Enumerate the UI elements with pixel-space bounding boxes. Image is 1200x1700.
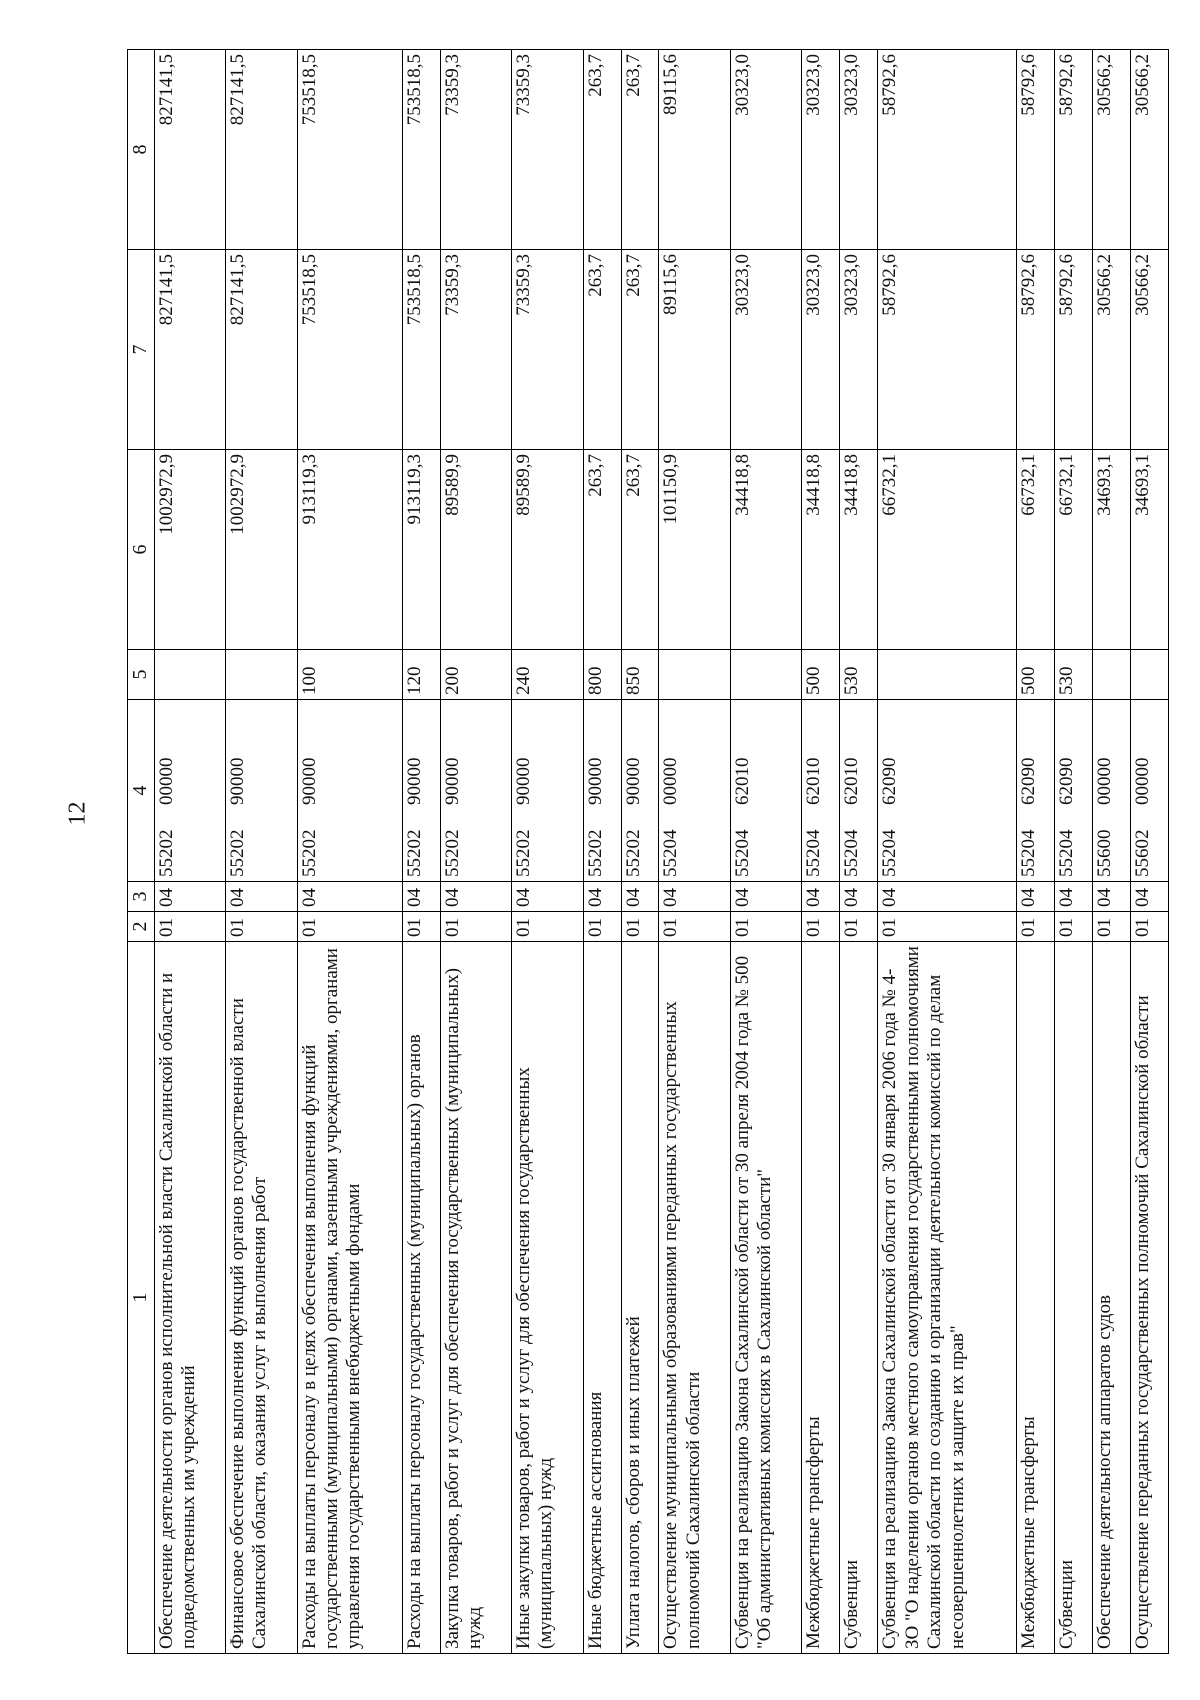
- section-code-cell: 01: [840, 912, 878, 942]
- section-code-cell: 01: [297, 912, 402, 942]
- expense-type-cell: [659, 650, 730, 700]
- subsection-code-cell: 04: [1092, 882, 1130, 912]
- section-code-cell: 01: [402, 912, 440, 942]
- expense-type-cell: 500: [802, 650, 840, 700]
- amount-col8-cell: 753518,5: [297, 50, 402, 250]
- budget-table: [127, 49, 1169, 1654]
- amount-col7-cell: 30323,0: [730, 250, 801, 450]
- table-row: [802, 50, 840, 1654]
- amount-col7-cell: 58792,6: [878, 250, 1017, 450]
- target-article-part-a: 55202: [403, 829, 425, 877]
- target-article-part-a: 55204: [879, 829, 901, 877]
- table-row: [1054, 50, 1092, 1654]
- subsection-code-cell: 04: [1016, 882, 1054, 912]
- target-article-part-a: 55204: [731, 829, 753, 877]
- row-name-cell: Обеспечение деятельности органов исполнительной власти Сахалинской области и подведомственных им учреждений: [154, 942, 225, 1654]
- target-article-part-a: 55204: [841, 829, 863, 877]
- subsection-code-cell: 04: [730, 882, 801, 912]
- target-article-cell: [621, 700, 659, 882]
- table-row: [402, 50, 440, 1654]
- row-name-cell: Финансовое обеспечение выполнения функций органов государственной власти Сахалинской области, оказания услуг и выполнения работ: [226, 942, 297, 1654]
- expense-type-cell: [1130, 650, 1168, 700]
- section-code-cell: 01: [621, 912, 659, 942]
- expense-type-cell: [730, 650, 801, 700]
- amount-col6-cell: 101150,9: [659, 450, 730, 650]
- row-name-cell: Субвенция на реализацию Закона Сахалинской области от 30 января 2006 года № 4-ЗО "О наделении органов местного самоуправления государственными полномочиями Сахалинской области по созданию и организации деятельности комиссий по делам несовершеннолетних и защите их прав": [878, 942, 1017, 1654]
- amount-col8-cell: 30323,0: [840, 50, 878, 250]
- section-code-cell: 01: [878, 912, 1017, 942]
- target-article-cell: [297, 700, 402, 882]
- header-col-8: 8: [128, 50, 155, 250]
- target-article-part-b: 00000: [660, 757, 682, 805]
- row-name-cell: Межбюджетные трансферты: [1016, 942, 1054, 1654]
- row-name-cell: Межбюджетные трансферты: [802, 942, 840, 1654]
- subsection-code-cell: 04: [1054, 882, 1092, 912]
- amount-col7-cell: 58792,6: [1016, 250, 1054, 450]
- header-col-6: 6: [128, 450, 155, 650]
- amount-col7-cell: 73359,3: [512, 250, 583, 450]
- target-article-cell: [659, 700, 730, 882]
- expense-type-cell: 240: [512, 650, 583, 700]
- table-row: [226, 50, 297, 1654]
- subsection-code-cell: 04: [1130, 882, 1168, 912]
- amount-col8-cell: 827141,5: [154, 50, 225, 250]
- target-article-part-b: 90000: [622, 757, 644, 805]
- section-code-cell: 01: [440, 912, 511, 942]
- row-name-cell: Уплата налогов, сборов и иных платежей: [621, 942, 659, 1654]
- subsection-code-cell: 04: [583, 882, 621, 912]
- amount-col7-cell: 263,7: [583, 250, 621, 450]
- amount-col6-cell: 66732,1: [1054, 450, 1092, 650]
- amount-col6-cell: 34418,8: [840, 450, 878, 650]
- section-code-cell: 01: [583, 912, 621, 942]
- subsection-code-cell: 04: [659, 882, 730, 912]
- page-number: 12: [64, 801, 91, 826]
- target-article-part-a: 55602: [1131, 829, 1153, 877]
- expense-type-cell: 120: [402, 650, 440, 700]
- target-article-cell: [1054, 700, 1092, 882]
- target-article-cell: [1016, 700, 1054, 882]
- amount-col6-cell: 89589,9: [440, 450, 511, 650]
- header-col-1: 1: [128, 942, 155, 1654]
- amount-col8-cell: 753518,5: [402, 50, 440, 250]
- amount-col8-cell: 73359,3: [512, 50, 583, 250]
- row-name-cell: Субвенции: [840, 942, 878, 1654]
- header-col-2: 2: [128, 912, 155, 942]
- table-row: [659, 50, 730, 1654]
- target-article-part-a: 55202: [622, 829, 644, 877]
- table-row: [730, 50, 801, 1654]
- subsection-code-cell: 04: [878, 882, 1017, 912]
- amount-col8-cell: 30323,0: [802, 50, 840, 250]
- row-name-cell: Субвенция на реализацию Закона Сахалинской области от 30 апреля 2004 года № 500 "Об административных комиссиях в Сахалинской области": [730, 942, 801, 1654]
- amount-col7-cell: 263,7: [621, 250, 659, 450]
- section-code-cell: 01: [730, 912, 801, 942]
- section-code-cell: 01: [226, 912, 297, 942]
- section-code-cell: 01: [1092, 912, 1130, 942]
- amount-col8-cell: 30566,2: [1092, 50, 1130, 250]
- expense-type-cell: 800: [583, 650, 621, 700]
- amount-col7-cell: 753518,5: [402, 250, 440, 450]
- table-row: [621, 50, 659, 1654]
- target-article-part-b: 90000: [298, 757, 320, 805]
- expense-type-cell: 530: [1054, 650, 1092, 700]
- target-article-cell: [154, 700, 225, 882]
- amount-col8-cell: 263,7: [621, 50, 659, 250]
- amount-col7-cell: 30566,2: [1092, 250, 1130, 450]
- section-code-cell: 01: [1130, 912, 1168, 942]
- amount-col6-cell: 66732,1: [1016, 450, 1054, 650]
- amount-col7-cell: 30566,2: [1130, 250, 1168, 450]
- target-article-part-b: 90000: [403, 757, 425, 805]
- row-name-cell: Субвенции: [1054, 942, 1092, 1654]
- target-article-cell: [402, 700, 440, 882]
- amount-col8-cell: 827141,5: [226, 50, 297, 250]
- target-article-part-b: 90000: [441, 757, 463, 805]
- subsection-code-cell: 04: [154, 882, 225, 912]
- section-code-cell: 01: [802, 912, 840, 942]
- amount-col8-cell: 58792,6: [1016, 50, 1054, 250]
- subsection-code-cell: 04: [440, 882, 511, 912]
- target-article-cell: [1130, 700, 1168, 882]
- section-code-cell: 01: [1016, 912, 1054, 942]
- subsection-code-cell: 04: [840, 882, 878, 912]
- amount-col8-cell: 89115,6: [659, 50, 730, 250]
- target-article-part-a: 55202: [298, 829, 320, 877]
- section-code-cell: 01: [659, 912, 730, 942]
- target-article-part-a: 55204: [1055, 829, 1077, 877]
- expense-type-cell: 500: [1016, 650, 1054, 700]
- amount-col7-cell: 30323,0: [840, 250, 878, 450]
- target-article-cell: [226, 700, 297, 882]
- expense-type-cell: 100: [297, 650, 402, 700]
- expense-type-cell: [878, 650, 1017, 700]
- amount-col7-cell: 30323,0: [802, 250, 840, 450]
- target-article-part-b: 90000: [513, 757, 535, 805]
- table-row: [1092, 50, 1130, 1654]
- row-name-cell: Расходы на выплаты персоналу государственных (муниципальных) органов: [402, 942, 440, 1654]
- amount-col7-cell: 89115,6: [659, 250, 730, 450]
- target-article-cell: [730, 700, 801, 882]
- table-row: [512, 50, 583, 1654]
- table-row: [583, 50, 621, 1654]
- header-col-7: 7: [128, 250, 155, 450]
- row-name-cell: Расходы на выплаты персоналу в целях обеспечения выполнения функций государственными (муниципальными) органами, казенными учреждениями, органами управления государственными внебюджетными фондами: [297, 942, 402, 1654]
- target-article-part-a: 55204: [803, 829, 825, 877]
- amount-col6-cell: 913119,3: [402, 450, 440, 650]
- amount-col7-cell: 58792,6: [1054, 250, 1092, 450]
- table-row: [1016, 50, 1054, 1654]
- expense-type-cell: [154, 650, 225, 700]
- row-name-cell: Иные бюджетные ассигнования: [583, 942, 621, 1654]
- target-article-part-b: 62090: [879, 757, 901, 805]
- table-row: [297, 50, 402, 1654]
- amount-col6-cell: 1002972,9: [154, 450, 225, 650]
- amount-col8-cell: 73359,3: [440, 50, 511, 250]
- table-body: [154, 50, 1168, 1654]
- target-article-part-b: 62090: [1055, 757, 1077, 805]
- amount-col6-cell: 34693,1: [1092, 450, 1130, 650]
- target-article-part-a: 55202: [227, 829, 249, 877]
- header-col-3: 3: [128, 882, 155, 912]
- amount-col7-cell: 73359,3: [440, 250, 511, 450]
- target-article-cell: [840, 700, 878, 882]
- target-article-part-a: 55202: [584, 829, 606, 877]
- row-name-cell: Обеспечение деятельности аппаратов судов: [1092, 942, 1130, 1654]
- subsection-code-cell: 04: [512, 882, 583, 912]
- target-article-part-a: 55202: [513, 829, 535, 877]
- amount-col8-cell: 30323,0: [730, 50, 801, 250]
- table-row: [878, 50, 1017, 1654]
- section-code-cell: 01: [512, 912, 583, 942]
- amount-col7-cell: 827141,5: [226, 250, 297, 450]
- subsection-code-cell: 04: [802, 882, 840, 912]
- amount-col6-cell: 34418,8: [802, 450, 840, 650]
- expense-type-cell: 850: [621, 650, 659, 700]
- target-article-cell: [802, 700, 840, 882]
- subsection-code-cell: 04: [402, 882, 440, 912]
- document-sheet: [127, 50, 1169, 1654]
- target-article-part-a: 55204: [1017, 829, 1039, 877]
- table-header: [128, 50, 155, 1654]
- row-name-cell: Иные закупки товаров, работ и услуг для обеспечения государственных (муниципальных) нужд: [512, 942, 583, 1654]
- row-name-cell: Закупка товаров, работ и услуг для обеспечения государственных (муниципальных) нужд: [440, 942, 511, 1654]
- subsection-code-cell: 04: [621, 882, 659, 912]
- row-name-cell: Осуществление переданных государственных полномочий Сахалинской области: [1130, 942, 1168, 1654]
- expense-type-cell: 200: [440, 650, 511, 700]
- amount-col7-cell: 827141,5: [154, 250, 225, 450]
- target-article-part-b: 62010: [841, 757, 863, 805]
- amount-col8-cell: 30566,2: [1130, 50, 1168, 250]
- header-col-4: 4: [128, 700, 155, 882]
- target-article-part-b: 62010: [803, 757, 825, 805]
- expense-type-cell: 530: [840, 650, 878, 700]
- amount-col6-cell: 89589,9: [512, 450, 583, 650]
- header-row: [128, 50, 155, 1654]
- amount-col6-cell: 34693,1: [1130, 450, 1168, 650]
- target-article-cell: [440, 700, 511, 882]
- target-article-part-b: 90000: [227, 757, 249, 805]
- section-code-cell: 01: [154, 912, 225, 942]
- target-article-part-a: 55204: [660, 829, 682, 877]
- subsection-code-cell: 04: [297, 882, 402, 912]
- section-code-cell: 01: [1054, 912, 1092, 942]
- target-article-cell: [1092, 700, 1130, 882]
- target-article-part-b: 00000: [155, 757, 177, 805]
- target-article-cell: [583, 700, 621, 882]
- table-row: [440, 50, 511, 1654]
- target-article-part-b: 00000: [1093, 757, 1115, 805]
- target-article-cell: [512, 700, 583, 882]
- target-article-part-a: 55202: [155, 829, 177, 877]
- amount-col6-cell: 913119,3: [297, 450, 402, 650]
- amount-col6-cell: 66732,1: [878, 450, 1017, 650]
- amount-col6-cell: 263,7: [621, 450, 659, 650]
- subsection-code-cell: 04: [226, 882, 297, 912]
- amount-col8-cell: 263,7: [583, 50, 621, 250]
- table-row: [840, 50, 878, 1654]
- amount-col6-cell: 263,7: [583, 450, 621, 650]
- target-article-part-a: 55202: [441, 829, 463, 877]
- target-article-part-a: 55600: [1093, 829, 1115, 877]
- amount-col6-cell: 1002972,9: [226, 450, 297, 650]
- target-article-part-b: 62090: [1017, 757, 1039, 805]
- amount-col8-cell: 58792,6: [1054, 50, 1092, 250]
- row-name-cell: Осуществление муниципальными образованиями переданных государственных полномочий Сахалинской области: [659, 942, 730, 1654]
- amount-col8-cell: 58792,6: [878, 50, 1017, 250]
- target-article-part-b: 00000: [1131, 757, 1153, 805]
- target-article-part-b: 90000: [584, 757, 606, 805]
- amount-col7-cell: 753518,5: [297, 250, 402, 450]
- table-row: [154, 50, 225, 1654]
- target-article-cell: [878, 700, 1017, 882]
- table-row: [1130, 50, 1168, 1654]
- expense-type-cell: [1092, 650, 1130, 700]
- target-article-part-b: 62010: [731, 757, 753, 805]
- expense-type-cell: [226, 650, 297, 700]
- amount-col6-cell: 34418,8: [730, 450, 801, 650]
- header-col-5: 5: [128, 650, 155, 700]
